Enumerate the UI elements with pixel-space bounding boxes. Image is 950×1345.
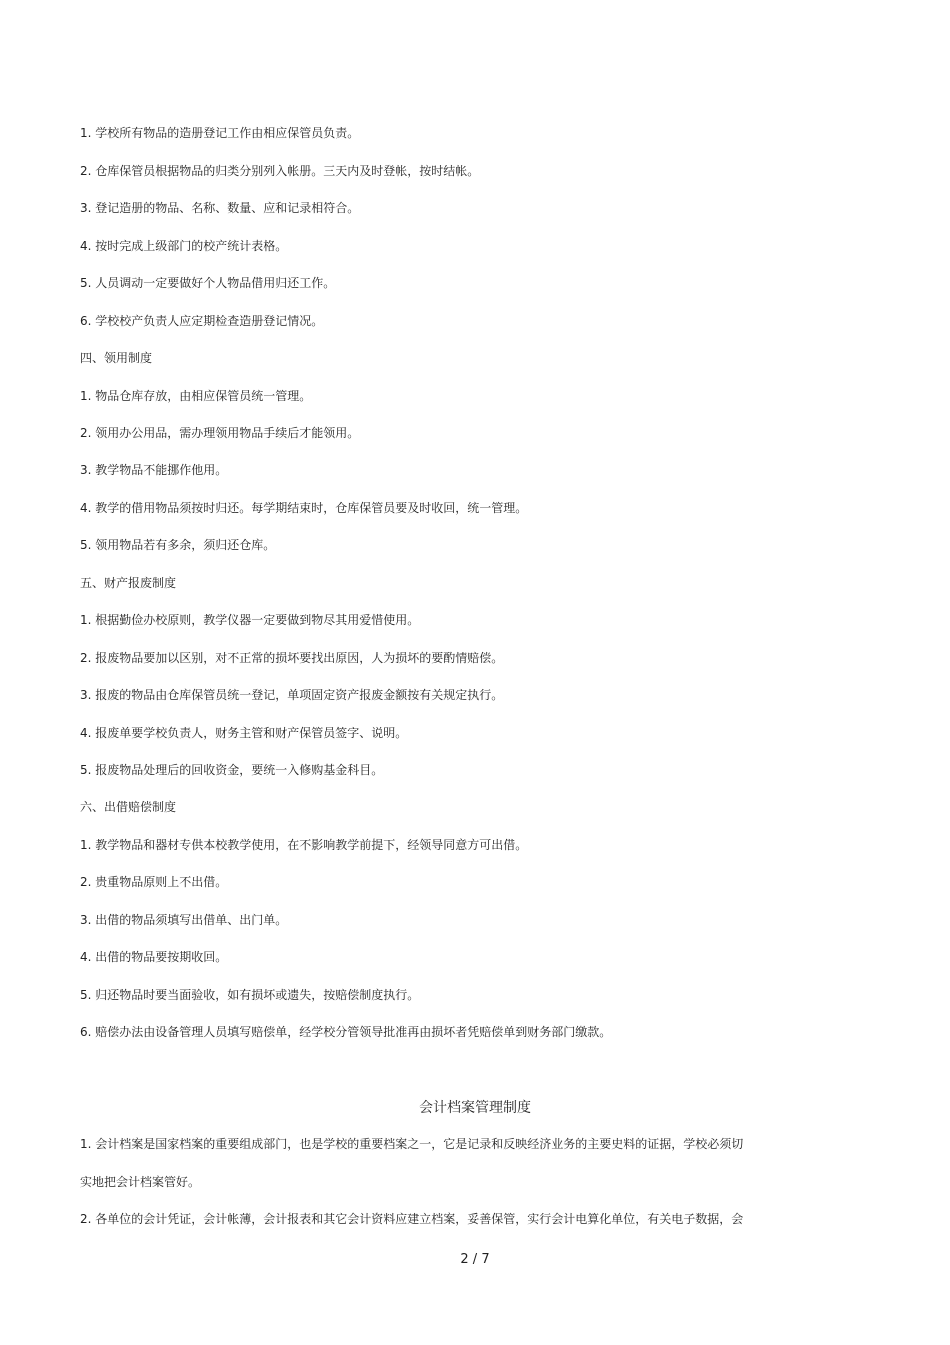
paragraph: 2. 仓库保管员根据物品的归类分别列入帐册。三天内及时登帐，按时结帐。 [80,164,480,178]
paragraph: 4. 报废单要学校负责人，财务主管和财产保管员签字、说明。 [80,726,408,740]
section-heading: 五、财产报废制度 [80,576,177,590]
paragraph: 4. 出借的物品要按期收回。 [80,950,228,964]
paragraph: 5. 报废物品处理后的回收资金，要统一入修购基金科目。 [80,763,384,777]
paragraph: 1. 会计档案是国家档案的重要组成部门，也是学校的重要档案之一，它是记录和反映经济业务的主要史料的证据，学校必须切 [80,1137,744,1151]
paragraph: 2. 报废物品要加以区别，对不正常的损坏要找出原因，人为损坏的要酌情赔偿。 [80,651,504,665]
document-title: 会计档案管理制度 [419,1100,531,1116]
paragraph: 3. 报废的物品由仓库保管员统一登记，单项固定资产报废金额按有关规定执行。 [80,688,504,702]
page-number: 2 / 7 [460,1252,490,1267]
paragraph: 1. 学校所有物品的造册登记工作由相应保管员负责。 [80,126,360,140]
section-heading: 四、领用制度 [80,351,153,365]
paragraph: 4. 按时完成上级部门的校产统计表格。 [80,239,288,253]
paragraph: 5. 人员调动一定要做好个人物品借用归还工作。 [80,276,336,290]
section-heading: 六、出借赔偿制度 [80,800,177,814]
paragraph: 3. 教学物品不能挪作他用。 [80,463,228,477]
paragraph: 6. 学校校产负责人应定期检查造册登记情况。 [80,314,324,328]
paragraph: 1. 教学物品和器材专供本校教学使用，在不影响教学前提下，经领导同意方可出借。 [80,838,528,852]
paragraph: 2. 各单位的会计凭证，会计帐薄，会计报表和其它会计资料应建立档案，妥善保管，实行会计电算化单位，有关电子数据，会 [80,1212,744,1226]
paragraph: 5. 归还物品时要当面验收，如有损坏或遗失，按赔偿制度执行。 [80,988,420,1002]
paragraph: 3. 出借的物品须填写出借单、出门单。 [80,913,288,927]
paragraph: 2. 领用办公用品，需办理领用物品手续后才能领用。 [80,426,360,440]
paragraph: 1. 物品仓库存放，由相应保管员统一管理。 [80,389,312,403]
paragraph: 3. 登记造册的物品、名称、数量、应和记录相符合。 [80,201,360,215]
paragraph: 6. 赔偿办法由设备管理人员填写赔偿单，经学校分管领导批准再由损坏者凭赔偿单到财务部门缴款。 [80,1025,612,1039]
paragraph: 1. 根据勤俭办校原则，教学仪器一定要做到物尽其用爱惜使用。 [80,613,420,627]
paragraph: 4. 教学的借用物品须按时归还。每学期结束时，仓库保管员要及时收回，统一管理。 [80,501,528,515]
paragraph: 实地把会计档案管好。 [80,1175,201,1189]
paragraph: 2. 贵重物品原则上不出借。 [80,875,228,889]
paragraph: 5. 领用物品若有多余，须归还仓库。 [80,538,276,552]
